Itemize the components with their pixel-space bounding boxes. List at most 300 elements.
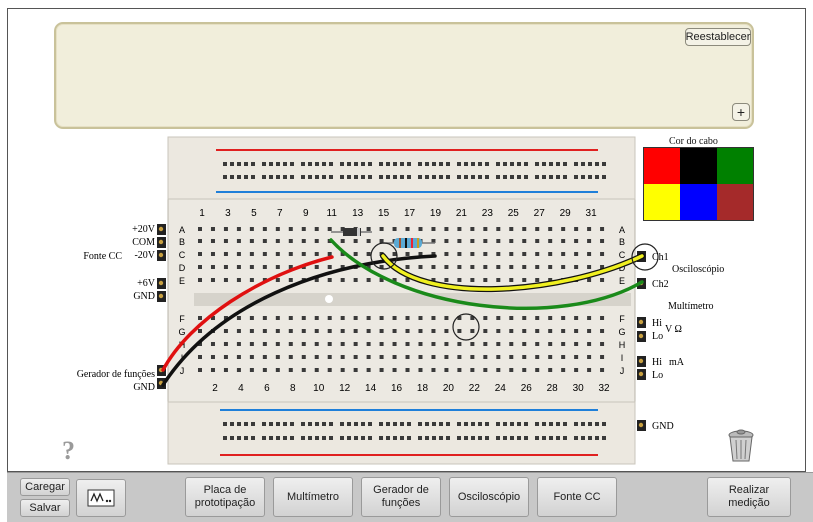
breadboard-hole[interactable] [418,227,422,231]
breadboard-hole[interactable] [379,422,383,426]
breadboard-hole[interactable] [380,316,384,320]
breadboard-hole[interactable] [237,175,241,179]
breadboard-hole[interactable] [483,329,487,333]
breadboard-hole[interactable] [290,175,294,179]
breadboard-hole[interactable] [509,278,513,282]
breadboard-hole[interactable] [276,436,280,440]
breadboard-hole[interactable] [556,175,560,179]
breadboard-hole[interactable] [230,436,234,440]
breadboard-hole[interactable] [211,265,215,269]
breadboard-hole[interactable] [341,239,345,243]
breadboard-hole[interactable] [289,355,293,359]
breadboard-hole[interactable] [368,422,372,426]
breadboard-hole[interactable] [263,329,267,333]
breadboard-hole[interactable] [393,436,397,440]
breadboard-hole[interactable] [478,175,482,179]
breadboard-hole[interactable] [237,355,241,359]
breadboard-hole[interactable] [328,329,332,333]
breadboard-hole[interactable] [367,239,371,243]
breadboard-hole[interactable] [315,342,319,346]
breadboard-hole[interactable] [230,175,234,179]
color-yellow-swatch[interactable] [644,184,680,220]
breadboard-hole[interactable] [386,436,390,440]
breadboard-hole[interactable] [367,329,371,333]
breadboard-hole[interactable] [276,342,280,346]
breadboard-hole[interactable] [549,175,553,179]
breadboard-hole[interactable] [393,422,397,426]
breadboard-hole[interactable] [328,368,332,372]
breadboard-hole[interactable] [198,252,202,256]
breadboard-hole[interactable] [574,265,578,269]
breadboard-hole[interactable] [406,355,410,359]
breadboard-hole[interactable] [418,265,422,269]
breadboard-hole[interactable] [600,316,604,320]
breadboard-hole[interactable] [588,162,592,166]
breadboard-hole[interactable] [250,342,254,346]
breadboard-hole[interactable] [367,252,371,256]
breadboard-hole[interactable] [301,175,305,179]
breadboard-hole[interactable] [470,265,474,269]
breadboard-hole[interactable] [574,239,578,243]
breadboard-hole[interactable] [581,162,585,166]
breadboard-hole[interactable] [485,436,489,440]
breadboard-hole[interactable] [510,422,514,426]
breadboard-hole[interactable] [470,368,474,372]
breadboard-hole[interactable] [322,436,326,440]
breadboard-hole[interactable] [341,316,345,320]
breadboard-hole[interactable] [524,436,528,440]
breadboard-hole[interactable] [496,329,500,333]
breadboard-hole[interactable] [400,162,404,166]
breadboard-hole[interactable] [308,175,312,179]
breadboard-hole[interactable] [548,355,552,359]
breadboard-hole[interactable] [224,278,228,282]
breadboard-hole[interactable] [223,162,227,166]
breadboard-hole[interactable] [315,239,319,243]
breadboard-hole[interactable] [549,422,553,426]
breadboard-hole[interactable] [548,252,552,256]
function-generator-button[interactable]: Gerador de funções [361,477,441,517]
breadboard-hole[interactable] [535,175,539,179]
breadboard-hole[interactable] [354,355,358,359]
breadboard-hole[interactable] [444,368,448,372]
breadboard-hole[interactable] [315,227,319,231]
breadboard-hole[interactable] [444,355,448,359]
breadboard-hole[interactable] [588,175,592,179]
breadboard-hole[interactable] [341,368,345,372]
breadboard-hole[interactable] [315,329,319,333]
breadboard-hole[interactable] [237,239,241,243]
breadboard-hole[interactable] [386,422,390,426]
breadboard-hole[interactable] [483,239,487,243]
breadboard-hole[interactable] [393,316,397,320]
breadboard-hole[interactable] [522,239,526,243]
breadboard-hole[interactable] [602,175,606,179]
breadboard-hole[interactable] [600,368,604,372]
breadboard-hole[interactable] [418,422,422,426]
breadboard-hole[interactable] [556,422,560,426]
wire-color-palette[interactable] [643,147,754,221]
breadboard-hole[interactable] [587,227,591,231]
breadboard-hole[interactable] [535,342,539,346]
breadboard-hole[interactable] [315,265,319,269]
breadboard-hole[interactable] [470,278,474,282]
breadboard-hole[interactable] [262,422,266,426]
breadboard-hole[interactable] [470,355,474,359]
breadboard-hole[interactable] [457,329,461,333]
breadboard-hole[interactable] [393,175,397,179]
breadboard-hole[interactable] [561,316,565,320]
breadboard-hole[interactable] [211,278,215,282]
trash-icon[interactable] [726,428,756,464]
breadboard-hole[interactable] [211,227,215,231]
breadboard-hole[interactable] [535,239,539,243]
breadboard-hole[interactable] [574,162,578,166]
breadboard-hole[interactable] [237,252,241,256]
breadboard-hole[interactable] [600,355,604,359]
breadboard-hole[interactable] [380,342,384,346]
breadboard-hole[interactable] [250,368,254,372]
breadboard-hole[interactable] [431,265,435,269]
breadboard-hole[interactable] [368,436,372,440]
breadboard-hole[interactable] [198,355,202,359]
breadboard-hole[interactable] [289,227,293,231]
breadboard-hole[interactable] [457,368,461,372]
breadboard-hole[interactable] [535,265,539,269]
breadboard-hole[interactable] [574,342,578,346]
breadboard-hole[interactable] [367,278,371,282]
breadboard-hole[interactable] [198,265,202,269]
breadboard-hole[interactable] [276,278,280,282]
breadboard-hole[interactable] [400,436,404,440]
breadboard-hole[interactable] [418,368,422,372]
breadboard-hole[interactable] [464,422,468,426]
breadboard-hole[interactable] [347,162,351,166]
breadboard-hole[interactable] [418,316,422,320]
breadboard-hole[interactable] [198,316,202,320]
breadboard-hole[interactable] [251,162,255,166]
breadboard-hole[interactable] [548,265,552,269]
breadboard-hole[interactable] [283,436,287,440]
breadboard-hole[interactable] [535,252,539,256]
breadboard-hole[interactable] [211,355,215,359]
breadboard-hole[interactable] [600,252,604,256]
breadboard-hole[interactable] [535,436,539,440]
breadboard-hole[interactable] [496,162,500,166]
breadboard-hole[interactable] [386,162,390,166]
breadboard-hole[interactable] [509,316,513,320]
breadboard-hole[interactable] [556,436,560,440]
breadboard-hole[interactable] [509,252,513,256]
breadboard-hole[interactable] [561,355,565,359]
help-icon[interactable]: ? [62,436,75,465]
breadboard-hole[interactable] [276,252,280,256]
breadboard-hole[interactable] [237,265,241,269]
breadboard-hole[interactable] [439,422,443,426]
breadboard-hole[interactable] [587,368,591,372]
breadboard-hole[interactable] [542,436,546,440]
breadboard-hole[interactable] [485,175,489,179]
breadboard-hole[interactable] [470,227,474,231]
breadboard-hole[interactable] [223,422,227,426]
breadboard-hole[interactable] [328,252,332,256]
breadboard-hole[interactable] [224,342,228,346]
breadboard-hole[interactable] [425,162,429,166]
breadboard-hole[interactable] [354,422,358,426]
breadboard-hole[interactable] [509,265,513,269]
breadboard-hole[interactable] [250,227,254,231]
breadboard-hole[interactable] [237,227,241,231]
breadboard-hole[interactable] [561,342,565,346]
breadboard-hole[interactable] [548,342,552,346]
breadboard-hole[interactable] [457,422,461,426]
breadboard-hole[interactable] [198,278,202,282]
breadboard-hole[interactable] [380,368,384,372]
breadboard-hole[interactable] [361,175,365,179]
breadboard-hole[interactable] [347,422,351,426]
breadboard-hole[interactable] [380,329,384,333]
breadboard-hole[interactable] [524,162,528,166]
breadboard-hole[interactable] [302,355,306,359]
breadboard-hole[interactable] [407,436,411,440]
breadboard-hole[interactable] [483,252,487,256]
breadboard-hole[interactable] [354,278,358,282]
breadboard-hole[interactable] [211,342,215,346]
breadboard-hole[interactable] [542,162,546,166]
breadboard-hole[interactable] [354,368,358,372]
breadboard-hole[interactable] [418,436,422,440]
breadboard-hole[interactable] [223,436,227,440]
breadboard-hole[interactable] [393,162,397,166]
breadboard-hole[interactable] [548,227,552,231]
breadboard-hole[interactable] [574,436,578,440]
breadboard-hole[interactable] [328,265,332,269]
breadboard-hole[interactable] [400,422,404,426]
breadboard-hole[interactable] [485,162,489,166]
breadboard-hole[interactable] [406,265,410,269]
breadboard-hole[interactable] [517,422,521,426]
multimeter-button[interactable]: Multímetro [273,477,353,517]
breadboard-hole[interactable] [328,355,332,359]
breadboard-hole[interactable] [509,239,513,243]
breadboard-hole[interactable] [587,252,591,256]
breadboard-hole[interactable] [340,175,344,179]
breadboard-hole[interactable] [315,422,319,426]
breadboard-hole[interactable] [561,368,565,372]
breadboard-hole[interactable] [522,265,526,269]
breadboard-hole[interactable] [237,342,241,346]
breadboard-hole[interactable] [329,175,333,179]
breadboard-hole[interactable] [602,422,606,426]
breadboard-hole[interactable] [379,175,383,179]
breadboard-hole[interactable] [561,252,565,256]
breadboard-hole[interactable] [457,252,461,256]
load-button[interactable]: Caregar [20,478,70,496]
breadboard-hole[interactable] [315,162,319,166]
breadboard-hole[interactable] [276,368,280,372]
breadboard-hole[interactable] [444,227,448,231]
breadboard-hole[interactable] [587,316,591,320]
color-brown-swatch[interactable] [717,184,753,220]
breadboard-hole[interactable] [431,342,435,346]
breadboard-hole[interactable] [522,278,526,282]
breadboard-hole[interactable] [340,162,344,166]
breadboard-hole[interactable] [354,436,358,440]
breadboard-hole[interactable] [244,422,248,426]
breadboard-hole[interactable] [341,355,345,359]
breadboard-hole[interactable] [354,252,358,256]
breadboard-hole[interactable] [315,368,319,372]
color-black-swatch[interactable] [680,148,716,184]
breadboard-hole[interactable] [328,227,332,231]
breadboard-hole[interactable] [289,316,293,320]
breadboard-hole[interactable] [329,422,333,426]
breadboard-hole[interactable] [471,436,475,440]
breadboard-hole[interactable] [496,368,500,372]
breadboard-hole[interactable] [263,252,267,256]
breadboard-hole[interactable] [535,422,539,426]
breadboard-hole[interactable] [315,436,319,440]
breadboard-hole[interactable] [406,252,410,256]
breadboard-hole[interactable] [581,436,585,440]
breadboard-hole[interactable] [289,252,293,256]
breadboard-hole[interactable] [251,422,255,426]
breadboard-hole[interactable] [431,316,435,320]
breadboard-hole[interactable] [230,422,234,426]
breadboard-hole[interactable] [251,436,255,440]
breadboard-hole[interactable] [341,329,345,333]
breadboard-hole[interactable] [478,436,482,440]
breadboard-hole[interactable] [198,368,202,372]
breadboard-hole[interactable] [250,329,254,333]
breadboard-button[interactable]: Placa de prototipação [185,477,265,517]
breadboard-hole[interactable] [561,239,565,243]
breadboard-hole[interactable] [517,162,521,166]
breadboard-hole[interactable] [289,239,293,243]
breadboard-hole[interactable] [496,227,500,231]
breadboard-hole[interactable] [595,422,599,426]
breadboard-hole[interactable] [354,239,358,243]
breadboard-hole[interactable] [431,368,435,372]
breadboard-hole[interactable] [290,436,294,440]
breadboard-hole[interactable] [407,175,411,179]
breadboard-hole[interactable] [224,227,228,231]
breadboard-hole[interactable] [262,162,266,166]
breadboard-hole[interactable] [471,175,475,179]
breadboard-hole[interactable] [308,422,312,426]
breadboard-hole[interactable] [367,227,371,231]
breadboard-hole[interactable] [496,355,500,359]
oscilloscope-view-button[interactable] [76,479,126,517]
breadboard-hole[interactable] [470,329,474,333]
breadboard-hole[interactable] [354,162,358,166]
breadboard-hole[interactable] [444,239,448,243]
breadboard-hole[interactable] [289,342,293,346]
breadboard-hole[interactable] [561,329,565,333]
breadboard-hole[interactable] [276,239,280,243]
power-supply-button[interactable]: Fonte CC [537,477,617,517]
breadboard-hole[interactable] [237,278,241,282]
breadboard-hole[interactable] [457,162,461,166]
breadboard-hole[interactable] [276,265,280,269]
save-button[interactable]: Salvar [20,499,70,517]
breadboard-hole[interactable] [483,278,487,282]
breadboard-hole[interactable] [510,175,514,179]
breadboard-hole[interactable] [457,239,461,243]
breadboard-hole[interactable] [244,436,248,440]
breadboard-hole[interactable] [535,278,539,282]
breadboard-hole[interactable] [524,175,528,179]
breadboard-hole[interactable] [347,436,351,440]
breadboard-hole[interactable] [400,175,404,179]
breadboard-hole[interactable] [425,175,429,179]
add-note-button[interactable]: + [732,103,750,121]
breadboard-hole[interactable] [263,265,267,269]
breadboard-hole[interactable] [263,227,267,231]
breadboard-hole[interactable] [224,252,228,256]
breadboard-hole[interactable] [587,329,591,333]
breadboard-hole[interactable] [444,316,448,320]
breadboard-hole[interactable] [483,342,487,346]
breadboard-hole[interactable] [503,175,507,179]
breadboard-hole[interactable] [522,252,526,256]
breadboard-hole[interactable] [522,227,526,231]
breadboard-hole[interactable] [522,329,526,333]
breadboard-hole[interactable] [329,162,333,166]
breadboard-hole[interactable] [548,316,552,320]
breadboard-hole[interactable] [496,239,500,243]
breadboard-hole[interactable] [581,175,585,179]
breadboard-hole[interactable] [509,355,513,359]
breadboard-hole[interactable] [470,239,474,243]
breadboard-hole[interactable] [393,368,397,372]
breadboard-hole[interactable] [418,355,422,359]
breadboard-hole[interactable] [315,355,319,359]
breadboard-hole[interactable] [509,329,513,333]
breadboard-hole[interactable] [263,342,267,346]
breadboard-hole[interactable] [263,239,267,243]
breadboard-hole[interactable] [386,175,390,179]
breadboard-hole[interactable] [483,368,487,372]
breadboard-hole[interactable] [548,329,552,333]
breadboard-hole[interactable] [535,355,539,359]
breadboard-hole[interactable] [548,368,552,372]
breadboard-hole[interactable] [522,355,526,359]
breadboard-hole[interactable] [600,342,604,346]
breadboard-hole[interactable] [302,368,306,372]
breadboard-hole[interactable] [283,422,287,426]
breadboard-hole[interactable] [354,316,358,320]
breadboard-hole[interactable] [588,422,592,426]
breadboard-hole[interactable] [446,175,450,179]
breadboard-hole[interactable] [302,316,306,320]
breadboard-hole[interactable] [439,436,443,440]
breadboard-hole[interactable] [457,265,461,269]
breadboard-hole[interactable] [269,175,273,179]
breadboard-hole[interactable] [262,436,266,440]
breadboard-hole[interactable] [517,175,521,179]
breadboard-hole[interactable] [587,265,591,269]
breadboard-hole[interactable] [432,422,436,426]
breadboard-hole[interactable] [340,436,344,440]
breadboard-hole[interactable] [595,175,599,179]
breadboard-hole[interactable] [406,342,410,346]
breadboard-hole[interactable] [290,422,294,426]
breadboard-hole[interactable] [600,329,604,333]
breadboard-hole[interactable] [224,355,228,359]
breadboard-hole[interactable] [328,278,332,282]
color-blue-swatch[interactable] [680,184,716,220]
